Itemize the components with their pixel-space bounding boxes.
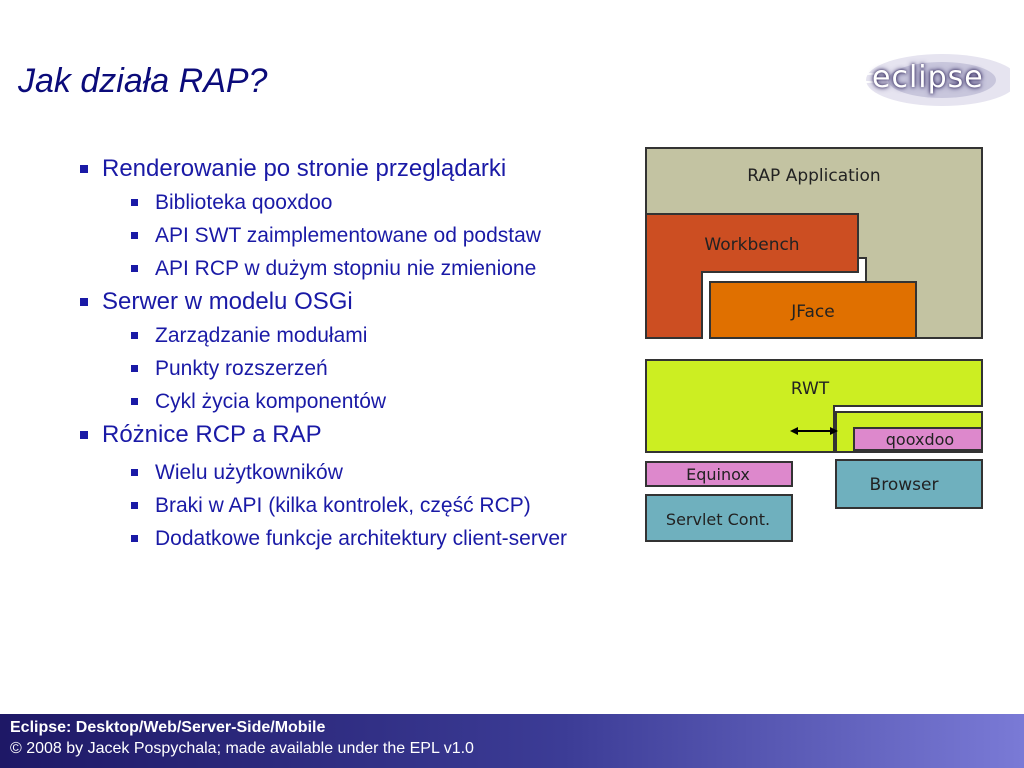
rwt-label: RWT — [790, 379, 830, 399]
bullet-item — [78, 285, 567, 319]
workbench-label: Workbench — [704, 235, 800, 255]
footer-copyright: © 2008 by Jacek Pospychala; made available under the EPL v1.0 — [10, 740, 474, 757]
bullet-square-icon — [80, 165, 88, 173]
bullet-square-icon — [131, 398, 138, 405]
bullet-square-icon — [80, 298, 88, 306]
sub-bullet-item — [78, 219, 567, 252]
bullet-square-icon — [131, 232, 138, 239]
architecture-diagram — [640, 142, 986, 548]
bullet-square-icon — [131, 502, 138, 509]
sub-bullet-label: Punkty rozszerzeń — [155, 357, 328, 380]
bullet-square-icon — [131, 199, 138, 206]
bullet-square-icon — [131, 332, 138, 339]
sub-bullet-item — [78, 456, 567, 489]
sub-bullet-label: Dodatkowe funkcje architektury client-server — [155, 527, 568, 550]
bullet-item — [78, 152, 567, 186]
footer-title: Eclipse: Desktop/Web/Server-Side/Mobile — [10, 719, 326, 736]
bullet-label: Różnice RCP a RAP — [102, 421, 322, 448]
bullet-square-icon — [80, 431, 88, 439]
footer-bar — [0, 714, 1024, 768]
bullet-square-icon — [131, 365, 138, 372]
slide-title: Jak działa RAP? — [18, 62, 268, 100]
sub-bullet-item — [78, 385, 567, 418]
servlet-container-label: Servlet Cont. — [665, 510, 771, 529]
sub-bullet-label: Wielu użytkowników — [155, 461, 343, 484]
eclipse-logo-text: eclipse — [872, 60, 984, 95]
sub-bullet-item — [78, 252, 567, 285]
bullet-square-icon — [131, 535, 138, 542]
bullet-square-icon — [131, 469, 138, 476]
equinox-label: Equinox — [686, 465, 750, 484]
sub-bullet-label: Cykl życia komponentów — [155, 390, 387, 413]
sub-bullet-label: Biblioteka qooxdoo — [155, 191, 333, 214]
sub-bullet-item — [78, 319, 567, 352]
bullet-square-icon — [131, 265, 138, 272]
bullet-label: Renderowanie po stronie przeglądarki — [102, 155, 507, 182]
sub-bullet-item — [78, 352, 567, 385]
sub-bullet-label: API RCP w dużym stopniu nie zmienione — [155, 257, 537, 280]
sub-bullet-label: Zarządzanie modułami — [155, 324, 368, 347]
bullet-item — [78, 418, 567, 452]
jface-label: JFace — [791, 302, 835, 322]
bullet-list — [78, 152, 567, 555]
sub-bullet-item — [78, 522, 567, 555]
sub-bullet-item — [78, 186, 567, 219]
sub-bullet-label: API SWT zaimplementowane od podstaw — [155, 224, 541, 247]
sub-bullet-item — [78, 489, 567, 522]
qooxdoo-label: qooxdoo — [885, 430, 955, 449]
rap-application-label: RAP Application — [747, 166, 881, 186]
bullet-label: Serwer w modelu OSGi — [102, 288, 353, 315]
browser-label: Browser — [869, 475, 939, 495]
sub-bullet-label: Braki w API (kilka kontrolek, część RCP) — [155, 494, 531, 517]
